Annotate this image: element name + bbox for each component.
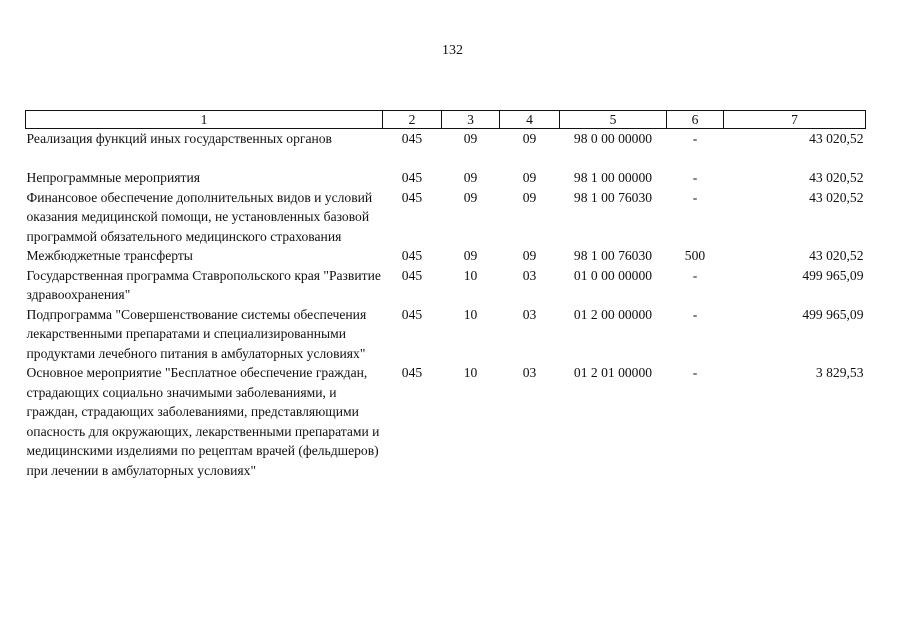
column-header-6: 6 (667, 111, 724, 129)
row-amount: 499 965,09 (802, 306, 864, 322)
row-code-4: 03 (522, 365, 537, 380)
row-code-2: 045 (401, 248, 423, 263)
table-row (26, 363, 866, 480)
table-row (26, 266, 866, 305)
table-row (26, 188, 866, 247)
row-code-6: - (692, 189, 698, 205)
row-code-3: 10 (463, 365, 478, 380)
row-code-2: 045 (401, 131, 423, 146)
row-code-3: 10 (463, 267, 478, 283)
row-code-6: - (692, 170, 698, 185)
row-amount: 43 020,52 (809, 170, 864, 185)
row-code-2: 045 (401, 267, 423, 283)
row-code-5: 98 1 00 76030 (573, 189, 653, 205)
page-number: 132 (442, 43, 463, 58)
row-code-5: 01 2 01 00000 (573, 365, 653, 380)
column-header-1: 1 (26, 111, 383, 129)
row-code-2: 045 (401, 306, 423, 322)
spacer-row (26, 149, 866, 169)
column-header-4: 4 (500, 111, 560, 129)
row-name: Подпрограмма "Совершенствование системы обеспечения лекарственными препаратами и специализированными продуктами лечебного питания в амбулаторных условиях" (26, 306, 367, 361)
column-header-7: 7 (724, 111, 866, 129)
column-header-5: 5 (560, 111, 667, 129)
row-code-4: 09 (522, 189, 537, 205)
row-code-6: 500 (684, 248, 706, 263)
row-name: Государственная программа Ставропольского края "Развитие здравоохранения" (26, 267, 381, 302)
row-name: Финансовое обеспечение дополнительных видов и условий оказания медицинской помощи, не установленных базовой программой обязательного медицинского страхования (26, 189, 373, 244)
row-code-5: 98 1 00 76030 (573, 248, 653, 263)
row-code-5: 01 2 00 00000 (573, 306, 653, 322)
budget-table (25, 110, 866, 480)
table-row (26, 246, 866, 266)
row-code-3: 09 (463, 248, 478, 263)
row-amount: 43 020,52 (809, 189, 864, 205)
row-amount: 3 829,53 (815, 365, 864, 380)
row-name: Межбюджетные трансферты (26, 248, 193, 263)
header-row (26, 111, 866, 129)
row-code-5: 01 0 00 00000 (573, 267, 653, 283)
row-code-2: 045 (401, 170, 423, 185)
row-code-3: 09 (463, 170, 478, 185)
row-code-3: 09 (463, 131, 478, 146)
row-code-2: 045 (401, 189, 423, 205)
row-name: Непрограммные мероприятия (26, 170, 200, 185)
column-header-3: 3 (442, 111, 500, 129)
row-code-2: 045 (401, 365, 423, 380)
row-code-6: - (692, 365, 698, 380)
row-code-4: 09 (522, 131, 537, 146)
row-name: Основное мероприятие "Бесплатное обеспечение граждан, страдающих социально значимыми заболеваниями, и граждан, страдающих заболеваниями, представляющими опасность для окружающих, лекарственными препаратами и медицинскими изделиями по рецептам врачей (фельдшеров) при лечении в амбулаторных условиях" (26, 365, 380, 478)
row-amount: 43 020,52 (809, 248, 864, 263)
row-amount: 499 965,09 (802, 267, 864, 283)
table-row (26, 129, 866, 149)
column-header-2: 2 (383, 111, 442, 129)
row-code-4: 09 (522, 248, 537, 263)
row-code-5: 98 1 00 00000 (573, 170, 653, 185)
row-code-5: 98 0 00 00000 (573, 131, 653, 146)
row-code-3: 09 (463, 189, 478, 205)
row-code-6: - (692, 131, 698, 146)
row-code-6: - (692, 306, 698, 322)
row-code-6: - (692, 267, 698, 283)
row-code-4: 03 (522, 306, 537, 322)
table-row (26, 305, 866, 364)
row-code-4: 03 (522, 267, 537, 283)
row-amount: 43 020,52 (809, 131, 864, 146)
row-name: Реализация функций иных государственных органов (26, 131, 332, 146)
row-code-3: 10 (463, 306, 478, 322)
table-row (26, 168, 866, 188)
row-code-4: 09 (522, 170, 537, 185)
